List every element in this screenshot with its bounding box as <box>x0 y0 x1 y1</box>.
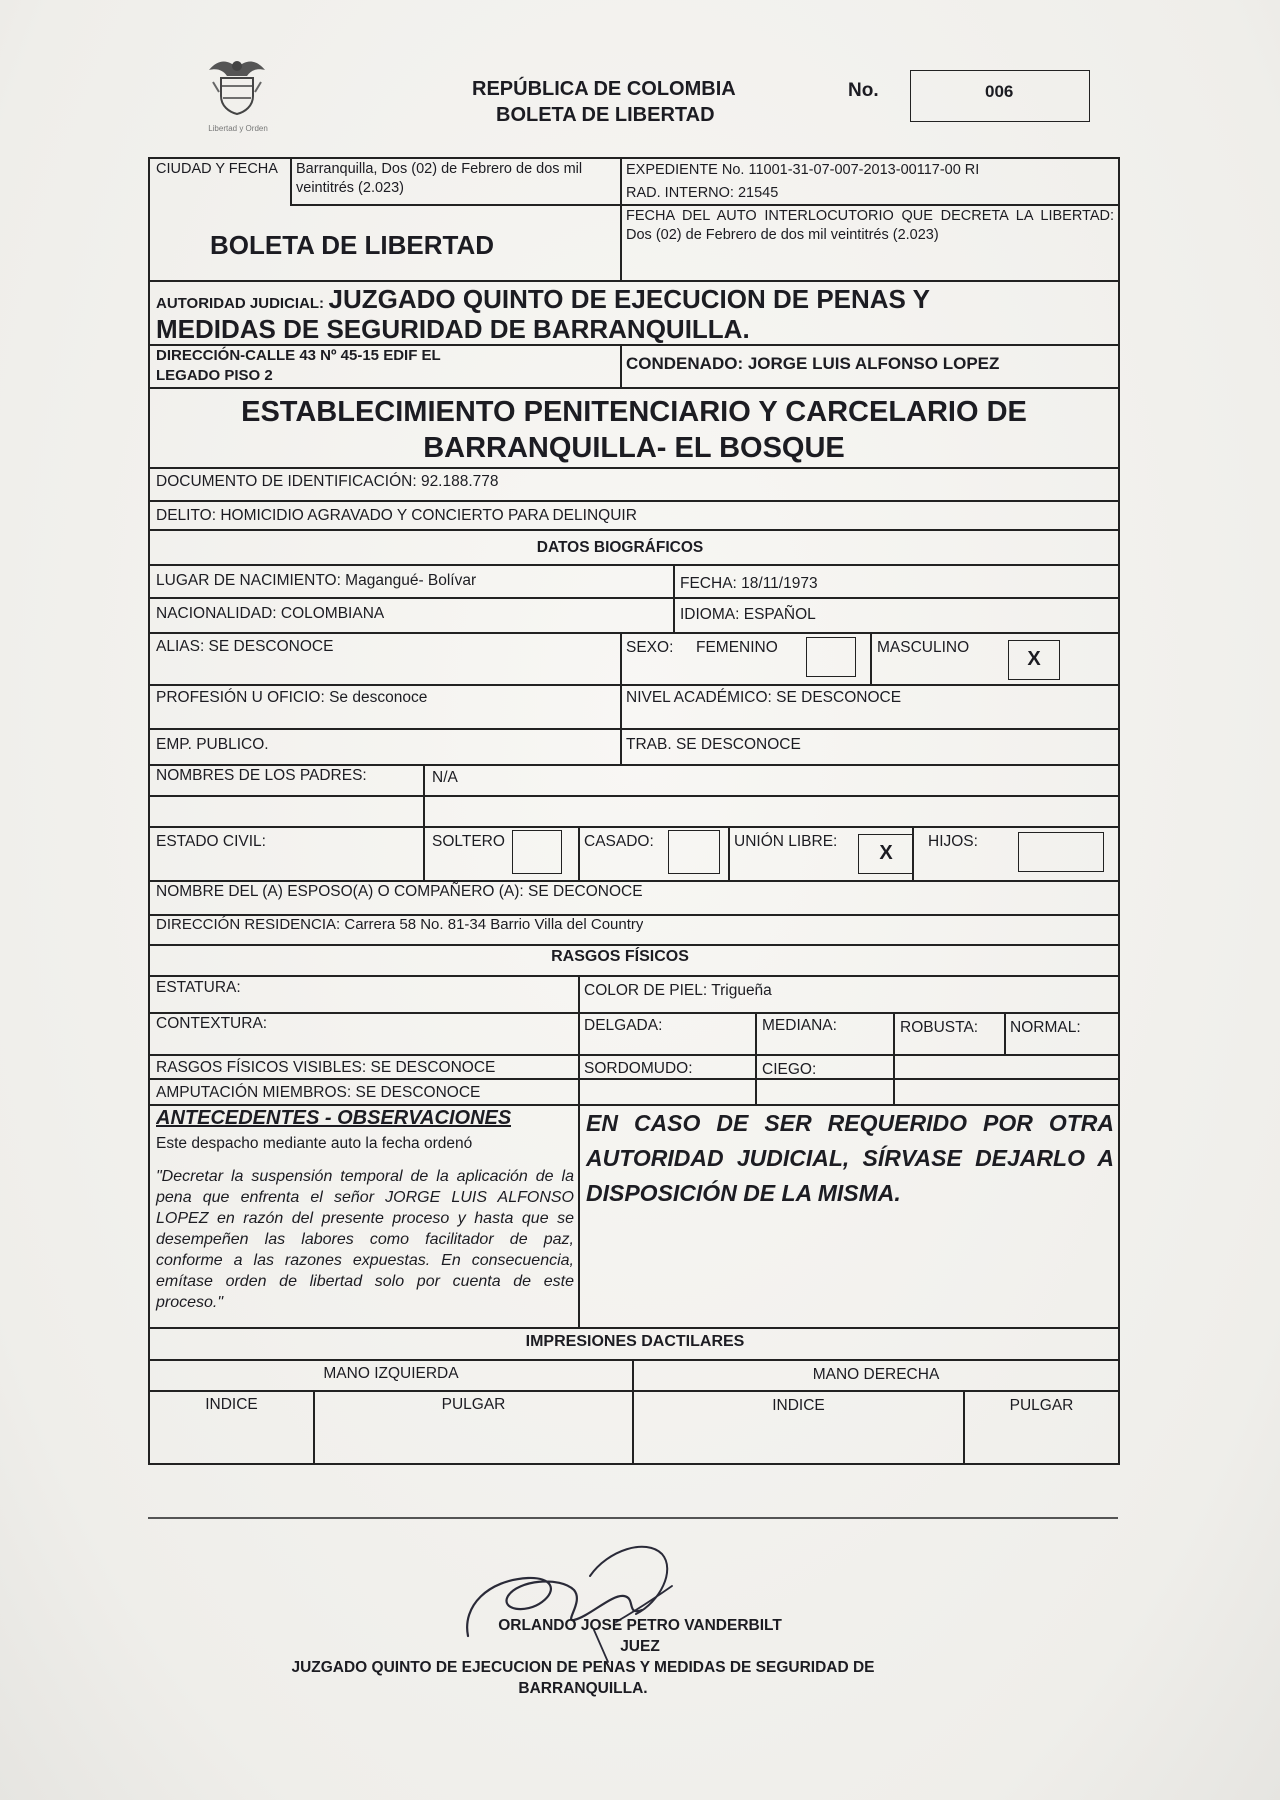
judge-name: ORLANDO JOSE PETRO VANDERBILT <box>498 1617 782 1634</box>
direccion-residencia: DIRECCIÓN RESIDENCIA: Carrera 58 No. 81-34 Barrio Villa del Country <box>156 916 644 933</box>
sexo-label: SEXO: <box>626 639 674 656</box>
col-line <box>620 344 622 387</box>
nivel-academico: NIVEL ACADÉMICO: SE DESCONOCE <box>626 689 902 706</box>
union-libre-mark: X <box>879 842 893 864</box>
col-line <box>870 632 872 684</box>
indice-izquierda: INDICE <box>205 1396 258 1413</box>
header-title: BOLETA DE LIBERTAD <box>496 104 715 126</box>
republic-heading: REPÚBLICA DE COLOMBIA <box>472 78 736 100</box>
frame-right <box>1118 157 1120 1464</box>
impresiones-heading: IMPRESIONES DACTILARES <box>525 1333 745 1350</box>
autoridad-label: AUTORIDAD JUDICIAL: <box>156 295 325 312</box>
row-line <box>148 975 1120 977</box>
col-line <box>728 826 730 880</box>
auto-fecha: FECHA DEL AUTO INTERLOCUTORIO QUE DECRETA LA LIBERTAD: Dos (02) de Febrero de dos mil veintitrés (2.023) <box>626 208 1114 243</box>
row-line <box>148 1012 1120 1014</box>
union-libre-label: UNIÓN LIBRE: <box>734 833 838 850</box>
esposo: NOMBRE DEL (A) ESPOSO(A) O COMPAÑERO (A): SE DECONOCE <box>156 883 643 900</box>
fecha-nacimiento: FECHA: 18/11/1973 <box>680 575 818 592</box>
mano-derecha: MANO DERECHA <box>812 1366 940 1383</box>
col-line <box>620 632 622 764</box>
col-line <box>423 764 425 826</box>
sordomudo: SORDOMUDO: <box>584 1060 693 1077</box>
col-line <box>1004 1012 1006 1054</box>
masculino-label: MASCULINO <box>877 639 970 656</box>
casado-label: CASADO: <box>584 833 654 850</box>
rasgos-fisicos-heading: RASGOS FÍSICOS <box>551 948 689 965</box>
col-line <box>893 1012 895 1104</box>
judge-title: JUEZ <box>620 1638 660 1655</box>
padres-label: NOMBRES DE LOS PADRES: <box>156 767 367 784</box>
antecedentes-heading: ANTECEDENTES - OBSERVACIONES <box>156 1107 512 1129</box>
ciego: CIEGO: <box>762 1061 817 1078</box>
court-line1: JUZGADO QUINTO DE EJECUCION DE PENAS Y MEDIDAS DE SEGURIDAD DE <box>291 1659 875 1676</box>
normal: NORMAL: <box>1010 1019 1081 1036</box>
delito: DELITO: HOMICIDIO AGRAVADO Y CONCIERTO PARA DELINQUIR <box>156 507 637 524</box>
row-line <box>148 795 1120 797</box>
row-line <box>148 1390 1120 1392</box>
col-line <box>673 564 675 632</box>
col-line <box>578 826 580 880</box>
hijos-input[interactable] <box>1018 832 1104 872</box>
row-line <box>148 564 1120 566</box>
city-date-value: Barranquilla, Dos (02) de Febrero de dos mil veintitrés (2.023) <box>296 161 583 196</box>
document-number: 006 <box>985 82 1014 101</box>
row-line <box>148 280 1120 282</box>
frame-left <box>148 157 150 1464</box>
row-line <box>620 204 1118 206</box>
row-line <box>148 826 1120 828</box>
pulgar-derecha: PULGAR <box>1009 1397 1074 1414</box>
frame-bottom <box>148 1463 1120 1465</box>
lugar-nacimiento: LUGAR DE NACIMIENTO: Magangué- Bolívar <box>156 572 477 589</box>
delgada: DELGADA: <box>584 1017 663 1034</box>
direccion-line1: DIRECCIÓN-CALLE 43 Nº 45-15 EDIF EL <box>156 347 441 364</box>
autoridad-value-line1: JUZGADO QUINTO DE EJECUCION DE PENAS Y <box>328 284 930 314</box>
amputacion: AMPUTACIÓN MIEMBROS: SE DESCONOCE <box>156 1084 481 1101</box>
padres-value: N/A <box>432 769 458 786</box>
city-date-label: CIUDAD Y FECHA <box>156 161 278 177</box>
establecimiento-line1: ESTABLECIMIENTO PENITENCIARIO Y CARCELARIO DE <box>241 396 1027 428</box>
frame-top <box>148 157 1120 159</box>
femenino-label: FEMENINO <box>696 639 778 656</box>
mano-izquierda: MANO IZQUIERDA <box>323 1365 459 1382</box>
indice-derecha: INDICE <box>772 1397 825 1414</box>
row-line <box>148 500 1120 502</box>
col-line <box>620 157 622 280</box>
col-line <box>423 826 425 880</box>
row-line <box>148 1359 1120 1361</box>
documento-identificacion: DOCUMENTO DE IDENTIFICACIÓN: 92.188.778 <box>156 473 499 490</box>
estatura: ESTATURA: <box>156 979 241 996</box>
row-line <box>148 1327 1120 1329</box>
boleta-title: BOLETA DE LIBERTAD <box>210 230 495 260</box>
pulgar-izquierda: PULGAR <box>441 1396 506 1413</box>
idioma: IDIOMA: ESPAÑOL <box>680 606 816 623</box>
mediana: MEDIANA: <box>762 1017 837 1034</box>
row-line <box>148 944 1120 946</box>
row-line <box>148 684 1120 686</box>
expediente: EXPEDIENTE No. 11001-31-07-007-2013-00117-00 RI <box>626 162 980 178</box>
hijos-label: HIJOS: <box>928 833 978 850</box>
datos-biograficos-heading: DATOS BIOGRÁFICOS <box>536 539 704 556</box>
rad-interno: RAD. INTERNO: 21545 <box>626 185 779 201</box>
row-line <box>148 1054 1120 1056</box>
establecimiento-line2: BARRANQUILLA- EL BOSQUE <box>423 432 845 464</box>
direccion-line2: LEGADO PISO 2 <box>156 367 273 384</box>
court-line2: BARRANQUILLA. <box>518 1680 648 1697</box>
profesion: PROFESIÓN U OFICIO: Se desconoce <box>156 689 428 706</box>
row-line <box>148 597 1120 599</box>
row-line <box>148 387 1120 389</box>
row-line <box>148 1078 1120 1080</box>
autoridad-block <box>156 284 1114 344</box>
alias: ALIAS: SE DESCONOCE <box>156 638 334 655</box>
row-line <box>148 728 1120 730</box>
robusta: ROBUSTA: <box>900 1019 979 1036</box>
col-line <box>755 1012 757 1104</box>
nacionalidad: NACIONALIDAD: COLOMBIANA <box>156 605 385 622</box>
row-line <box>290 204 620 206</box>
rasgos-visibles: RASGOS FÍSICOS VISIBLES: SE DESCONOCE <box>156 1059 496 1076</box>
autoridad-value-line2: MEDIDAS DE SEGURIDAD DE BARRANQUILLA. <box>156 314 750 344</box>
condenado: CONDENADO: JORGE LUIS ALFONSO LOPEZ <box>626 354 1000 373</box>
casado-checkbox[interactable] <box>668 830 720 874</box>
row-line <box>148 467 1120 469</box>
estado-civil-label: ESTADO CIVIL: <box>156 833 266 850</box>
contextura: CONTEXTURA: <box>156 1015 268 1032</box>
col-line <box>290 157 292 204</box>
emp-publico: EMP. PUBLICO. <box>156 736 269 753</box>
requerido-notice: EN CASO DE SER REQUERIDO POR OTRA AUTORIDAD JUDICIAL, SÍRVASE DEJARLO A DISPOSICIÓN DE LA MISMA. <box>586 1110 1114 1206</box>
row-line <box>148 529 1120 531</box>
row-line <box>148 632 1120 634</box>
color-piel: COLOR DE PIEL: Trigueña <box>584 982 772 999</box>
soltero-checkbox[interactable] <box>512 830 562 874</box>
antecedentes-intro: Este despacho mediante auto la fecha ordenó <box>156 1135 473 1152</box>
masculino-mark: X <box>1027 648 1041 670</box>
trab: TRAB. SE DESCONOCE <box>626 736 801 753</box>
seal-caption: Libertad y Orden <box>208 124 268 133</box>
soltero-label: SOLTERO <box>432 833 505 850</box>
coat-of-arms-icon <box>203 52 271 120</box>
number-label: No. <box>848 80 879 101</box>
femenino-checkbox[interactable] <box>806 637 856 677</box>
antecedentes-quote: "Decretar la suspensión temporal de la aplicación de la pena que enfrenta el señor JORGE LUIS ALFONSO LOPEZ en razón del presente proceso y hasta que se desempeñen las labores como facilitador de paz, conforme a las razones expuestas. En consecuencia, emítase orden de libertad solo por cuenta de este proceso." <box>156 1168 574 1311</box>
col-line <box>578 975 580 1327</box>
